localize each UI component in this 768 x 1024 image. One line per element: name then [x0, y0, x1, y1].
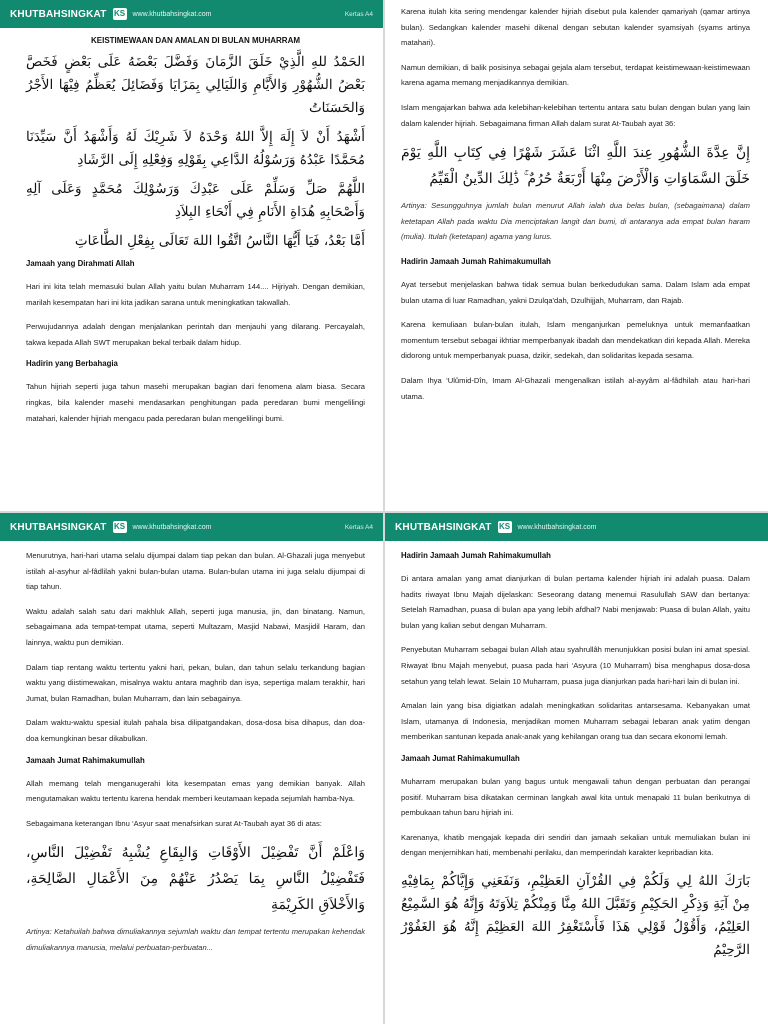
- section-heading: Jamaah Jumat Rahimakumullah: [401, 753, 520, 763]
- section-heading: Hadirin Jamaah Jumah Rahimakumullah: [401, 551, 551, 560]
- brand-logo: KHUTBAHSINGKAT: [395, 521, 492, 533]
- paragraph: Islam mengajarkan bahwa ada kelebihan-kelebihan tertentu antara satu bulan dengan bulan yang lain dalam kalender hijriah. Sebagaimana firman Allah dalam surat At-Taubah ayat 36:: [401, 102, 750, 128]
- page-content: [0, 541, 383, 956]
- paragraph: Karena itulah kita sering mendengar kalender hijriah disebut pula kalender qamariyah (qamar artinya bulan). Sedangkan kalender masehi dikenal dengan sebutan kalender syamsiyah (syams artinya matahari).: [401, 7, 750, 48]
- page-content: [385, 541, 768, 962]
- section-heading: Jamaah yang Dirahmati Allah: [26, 259, 135, 268]
- paragraph: Penyebutan Muharram sebagai bulan Allah atau syahrullâh menunjukkan posisi bulan ini amat spesial. Riwayat Ibnu Majah menyebut, puasa pada hari ‘Asyura (10 Muharram) bisa menghapus dosa-dosa setahun yang telah lewat. Selain 10 Muharram, puasa juga dianjurkan pada hari-hari lain di bulan ini.: [401, 645, 750, 686]
- paper-size-label: Kertas A4: [344, 523, 373, 531]
- arabic-text: الحَمْدُ للهِ الَّذِيْ خَلَقَ الزَّمَانَ وَفَضَّلَ بَعْضَهُ عَلَى بَعْضٍ فَخَصَّ بَعْضُ الشُّهُوْرِ وَالأَيَّامِ وَاللَيَالِي بِمَزَايَا وَفَضَائِلَ يُعَظِّمُ فِيْهَا الأَجْرُ وَالحَسَنَاتُ: [26, 54, 365, 116]
- paragraph: Dalam tiap rentang waktu tertentu yakni hari, pekan, bulan, dan tahun selalu terkandung bagian waktu yang diistimewakan, misalnya waktu antara maghrib dan isya, sepertiga malam terakhir, hari Jumat, bulan Ramadhan, bulan Muharram, dan lain sebagainya.: [26, 662, 365, 703]
- paragraph: Muharram merupakan bulan yang bagus untuk mengawali tahun dengan perbuatan dan perangai positif. Muharram bisa dikatakan cerminan langkah awal kita untuk menapaki 11 bulan berikutnya di pembukaan tahun baru hijriah ini.: [401, 776, 750, 818]
- paragraph: Waktu adalah salah satu dari makhluk Allah, seperti juga manusia, jin, dan binatang. Namun, sebagaimana ada tempat-tempat utama, seperti Multazam, Masjid Nabawi, Masjidil Haram, dan lainnya, waktu pun demikian.: [26, 606, 365, 647]
- paragraph: Hari ini kita telah memasuki bulan Allah yaitu bulan Muharram 144.... Hijriyah. Dengan demikian, marilah kesempatan hari ini kita jadikan sarana untuk meningkatkan takwallah.: [26, 282, 365, 307]
- page-content: [385, 0, 768, 404]
- page-2: [385, 0, 768, 511]
- translation: Artinya: Sesungguhnya jumlah bulan menurut Allah ialah dua belas bulan, (sebagaimana) dalam ketetapan Allah pada waktu Dia menciptakan langit dan bumi, di antaranya ada empat bulan haram (mulia). Itulah (ketetapan) agama yang lurus.: [401, 201, 750, 242]
- arabic-quote: وَاعْلَمْ أَنَّ تَفْضِيْلَ الأَوْقَاتِ وَالبِقَاعِ يُشْبِهُ تَفْضِيْلَ النَّاسِ، فَتَفْضِيْلُ النَّاسِ بِمَا يَصْدُرُ عَنْهُمْ مِنَ الأَعْمَالِ الصَّالِحَةِ، وَالأَخْلاَقِ الكَرِيْمَةِ: [26, 845, 365, 914]
- document-title: KEISTIMEWAAN DAN AMALAN DI BULAN MUHARRAM: [90, 36, 301, 45]
- page-header: [385, 513, 768, 541]
- page-content: [0, 28, 383, 426]
- arabic-verse: إِنَّ عِدَّةَ الشُّهُورِ عِندَ اللَّهِ اثْنَا عَشَرَ شَهْرًا فِي كِتَابِ اللَّهِ يَوْمَ خَلَقَ السَّمَاوَاتِ وَالْأَرْضَ مِنْهَا أَرْبَعَةٌ حُرُمٌ ۚ ذَٰلِكَ الدِّينُ الْقَيِّمُ: [401, 145, 750, 188]
- paragraph: Sebagaimana keterangan Ibnu ‘Asyur saat menafsirkan surat At-Taubah ayat 36 di atas:: [26, 818, 322, 828]
- site-url[interactable]: www.khutbahsingkat.com: [132, 10, 212, 18]
- paragraph: Dalam waktu-waktu spesial itulah pahala bisa dilipatgandakan, dosa-dosa bisa dihapus, dan doa-doa kemungkinan besar dikabulkan.: [26, 718, 365, 743]
- paragraph: Ayat tersebut menjelaskan bahwa tidak semua bulan berkedudukan sama. Dalam Islam ada empat bulan utama di luar Ramadhan, yakni Dzulqa'dah, Dzulhijjah, Muharram, dan Rajab.: [401, 279, 750, 305]
- page-4: [385, 513, 768, 1024]
- paragraph: Amalan lain yang bisa digiatkan adalah meningkatkan solidaritas antarsesama. Kebanyakan umat Islam, utamanya di Indonesia, menjadikan momen Muharram sebagai lebaran anak yatim dengan memberikan santunan kepada anak-anak yang kehilangan orang tua dan secara ekonomi lemah.: [401, 701, 750, 742]
- page-header: [0, 0, 383, 28]
- arabic-text: اللَّهُمَّ صَلِّ وَسَلِّمْ عَلَى عَبْدِكَ وَرَسُوْلِكَ مُحَمَّدٍ وَعَلَى آلِهِ وَأَصْحَابِهِ هُدَاةِ الأَنَامِ فِي أَنْحَاءِ البِلاَدِ: [26, 181, 365, 220]
- arabic-closing-prayer: بَارَكَ اللهُ لِي وَلَكُمْ فِي القُرْآنِ العَظِيْمِ، وَنَفَعَنِي وَإِيَّاكُمْ بِمَافِيْهِ مِنْ آيَةِ وَذِكْرِ الحَكِيْمِ وَتَقَبَّلَ اللهُ مِنَّا وَمِنْكُمْ تِلاَوَتَهُ وَإِنَّهُ هُوَ السَّمِيْعُ العَلِيْمُ، وَأَقُوْلُ قَوْلِي هَذَا فَأَسْتَغْفِرُ اللهَ العَظِيْمَ إِنَّهُ هُوَ الغَفُوْرُ الرَّحِيْمُ: [401, 872, 750, 958]
- paragraph: Menurutnya, hari-hari utama selalu dijumpai dalam tiap pekan dan bulan. Al-Ghazali juga menyebut istilah al-asyhur al-fâdlilah yakni bulan-bulan utama. Bulan-bulan utama ini juga selalu dijumpai di tiap tahun.: [26, 551, 365, 592]
- site-url[interactable]: www.khutbahsingkat.com: [132, 523, 212, 531]
- brand-mark-icon: KS: [498, 522, 511, 531]
- paragraph: Namun demikian, di balik posisinya sebagai gejala alam tersebut, terdapat keistimewaan-keistimewaan karena agama memang menjadikannya demikian.: [401, 62, 750, 88]
- section-heading: Hadirin Jamaah Jumah Rahimakumullah: [401, 256, 551, 266]
- section-heading: Hadirin yang Berbahagia: [26, 359, 118, 369]
- brand-logo: KHUTBAHSINGKAT: [10, 521, 107, 533]
- arabic-text: أَشْهَدُ أَنْ لاَ إِلَهَ إِلاَّ اللهُ وَحْدَهُ لاَ شَرِيْكَ لَهُ وَأَشْهَدُ أَنَّ سَيِّدَنَا مُحَمَّدًا عَبْدُهُ وَرَسُوْلُهُ الدَّاعِي بِقَوْلِهِ وَفِعْلِهِ إِلَى الرَّشَادِ: [26, 129, 365, 168]
- paragraph: Di antara amalan yang amat dianjurkan di bulan pertama kalender hijriah ini adalah puasa. Dalam hadits riwayat Ibnu Majah dijelaskan: Seseorang datang menemui Rasulullah SAW dan bertanya: Setelah Ramadhan, puasa di bulan apa yang lebih afdhal? Nabi menjawab: Puasa di bulan Allah, yaitu bulan yang kalian sebut dengan Muharram.: [401, 574, 750, 630]
- paragraph: Tahun hijriah seperti juga tahun masehi merupakan bagian dari fenomena alam biasa. Secara ringkas, bila kalender masehi mendasarkan penghitungan pada peredaran bumi mengelilingi matahari, kalender hijriah mengacu pada peredaran bulan mengelilingi bumi.: [26, 382, 365, 423]
- paper-size-label: Kertas A4: [344, 10, 373, 18]
- paragraph: Karenanya, khatib mengajak kepada diri sendiri dan jamaah sekalian untuk memuliakan bulan ini dengan menjernihkan hati, membenahi perilaku, dan memperindah karakter kepribadian kita.: [401, 832, 750, 858]
- brand-logo: KHUTBAHSINGKAT: [10, 8, 107, 20]
- arabic-text: أَمَّا بَعْدُ، فَيَا أَيُّهَا النَّاسُ اتَّقُوا اللهَ تَعَالَى بِفِعْلِ الطَّاعَاتِ: [74, 233, 365, 249]
- section-heading: Jamaah Jumat Rahimakumullah: [26, 755, 145, 765]
- page-header: [0, 513, 383, 541]
- paragraph: Karena kemuliaan bulan-bulan itulah, Islam menganjurkan pemeluknya untuk memanfaatkan momentum tersebut sebagai ikhtiar memperbanyak ibadah dan mendekatkan diri kepada Allah. Mereka didorong untuk memperbanyak puasa, dzikir, sedekah, dan solidaritas kepada sesama.: [401, 320, 750, 361]
- brand-mark-icon: KS: [113, 9, 126, 18]
- translation: Artinya: Ketahuilah bahwa dimuliakannya sejumlah waktu dan tempat tertentu merupakan kehendak dimuliakannya manusia, melalui perbuatan-perbuatan...: [26, 927, 365, 952]
- page-1: [0, 0, 383, 511]
- paragraph: Allah memang telah menganugerahi kita kesempatan emas yang demikian banyak. Allah mengutamakan waktu tertentu karena hendak memberi keutamaan kepada sejumlah hamba-Nya.: [26, 778, 365, 804]
- paragraph: Perwujudannya adalah dengan menjalankan perintah dan menjauhi yang dilarang. Percayalah, takwa kepada Allah SWT merupakan bekal terbaik dalam hidup.: [26, 322, 365, 347]
- site-url[interactable]: www.khutbahsingkat.com: [517, 523, 597, 531]
- brand-mark-icon: KS: [113, 522, 126, 531]
- page-3: [0, 513, 383, 1024]
- paragraph: Dalam Ihya ‘Ulûmid-Dîn, Imam Al-Ghazali mengenalkan istilah al-ayyâm al-fâdhilah atau hari-hari utama.: [401, 375, 750, 401]
